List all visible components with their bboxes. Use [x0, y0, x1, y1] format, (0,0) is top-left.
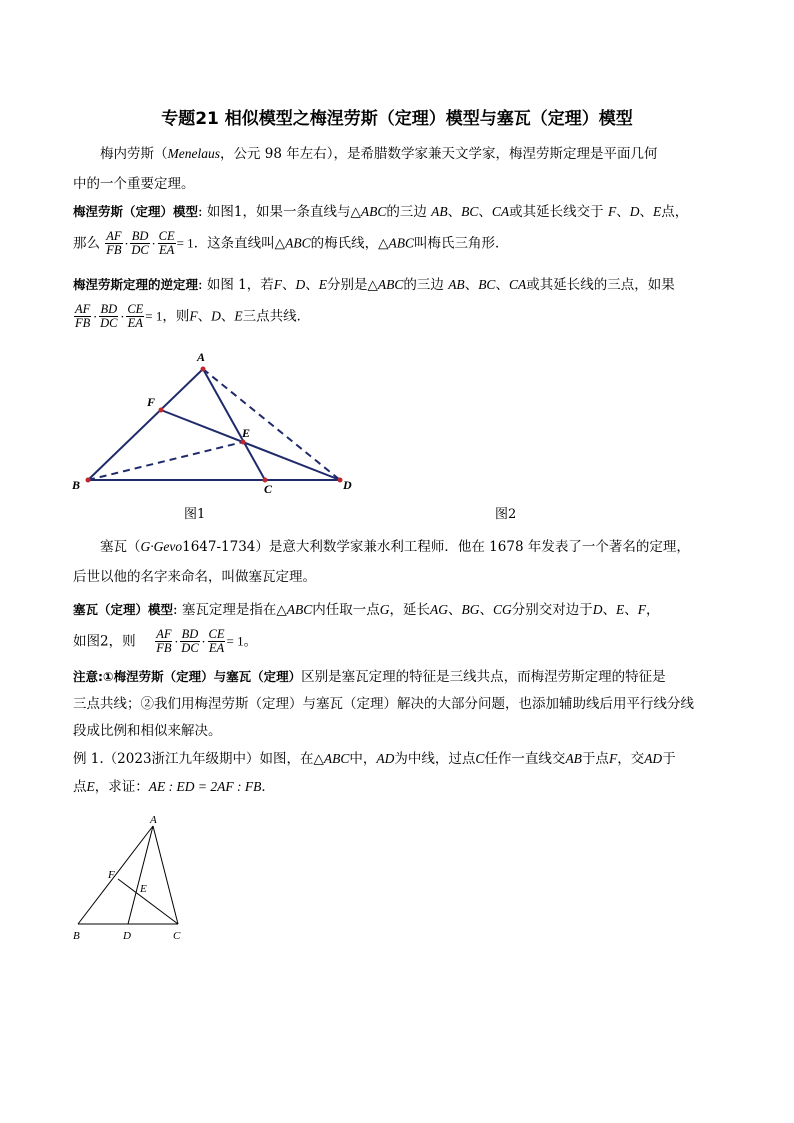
note-line-1: 注意:①梅涅劳斯（定理）与塞瓦（定理）区别是塞瓦定理的特征是三线共点，而梅涅劳斯定理的特征是	[73, 669, 666, 685]
segment-ad	[128, 826, 153, 924]
note-label: 注意:	[73, 669, 103, 684]
point-e	[241, 440, 246, 445]
ceva-formula-line: 如图2，则 $\frac{AF}{FB}$ · $\frac{BD}{DC}$ · $\frac{CE}{EA}$ = 1。	[73, 627, 258, 655]
segment-be-dashed	[88, 442, 243, 480]
ceva-model-line: 塞瓦（定理）模型: 塞瓦定理是指在△ABC内任取一点G，延长AG、BG、CG分别交对边于D、E、F，	[73, 602, 660, 618]
label-c: C	[264, 482, 273, 496]
intro-line-2: 中的一个重要定理。	[73, 176, 195, 192]
point-f	[159, 408, 164, 413]
label-c: C	[173, 930, 181, 942]
segment-fd	[161, 410, 340, 480]
label-e: E	[242, 426, 251, 440]
fraction-af-fb: $\frac{AF}{FB}$	[106, 229, 122, 257]
ceva-intro-line-2: 后世以他的名字来命名，叫做塞瓦定理。	[73, 569, 316, 585]
label-d: D	[343, 478, 352, 492]
example-1-diagram	[68, 812, 198, 947]
point-b	[86, 478, 91, 483]
fraction-bd-dc: $\frac{BD}{DC}$	[131, 229, 149, 257]
ceva-label: 塞瓦（定理）模型	[73, 602, 174, 617]
note-line-3: 段成比例和相似来解决。	[73, 723, 222, 739]
label-d: D	[123, 930, 131, 942]
segment-ba	[88, 369, 203, 480]
page-title: 专题21 相似模型之梅涅劳斯（定理）模型与塞瓦（定理）模型	[161, 109, 633, 129]
fraction-ce-ea: $\frac{CE}{EA}$	[158, 229, 175, 257]
intro-line-1: 梅内劳斯（Menelaus，公元 98 年左右），是希腊数学家兼天文学家，梅涅劳斯定理是平面几何	[100, 146, 658, 162]
menelaus-formula-line: 那么 $\frac{AF}{FB}$ · $\frac{BD}{DC}$ · $\frac{CE}{EA}$ = 1．这条直线叫△ABC的梅氏线，△ABC叫梅氏三角形．	[73, 229, 509, 257]
point-a	[201, 367, 206, 372]
segment-ad-dashed	[203, 369, 340, 480]
converse-formula-line: $\frac{AF}{FB}$ · $\frac{BD}{DC}$ · $\frac{CE}{EA}$ = 1，则F、D、E三点共线．	[75, 302, 311, 330]
example-formula: AE : ED = 2AF : FB	[148, 779, 262, 794]
example-1-line-1: 例 1.（2023浙江九年级期中）如图，在△ABC中，AD为中线，过点C任作一直线交AB于点F，交AD于	[73, 751, 676, 767]
segment-ab	[78, 826, 153, 924]
note-line-2: 三点共线；②我们用梅涅劳斯（定理）与塞瓦（定理）解决的大部分问题，也添加辅助线后用平行线分线	[73, 696, 694, 712]
segment-ac	[153, 826, 178, 924]
label-b: B	[72, 478, 81, 492]
label-b: B	[73, 930, 80, 942]
figure-2-caption: 图2	[495, 507, 517, 522]
label-a: A	[150, 814, 157, 826]
converse-line: 梅涅劳斯定理的逆定理: 如图 1，若F、D、E分别是△ABC的三边 AB、BC、CA或其延长线的三点，如果	[73, 277, 675, 293]
ceva-intro-line-1: 塞瓦（G·Gevo1647-1734）是意大利数学家兼水利工程师．他在 1678 年发表了一个著名的定理，	[100, 539, 690, 555]
segment-cf	[118, 879, 178, 924]
menelaus-model-line: 梅涅劳斯（定理）模型: 如图1，如果一条直线与△ABC的三边 AB、BC、CA或其延长线交于 F、D、E点，	[73, 204, 689, 220]
point-d	[338, 478, 343, 483]
menelaus-label: 梅涅劳斯（定理）模型	[73, 204, 199, 219]
figure-1-caption: 图1	[184, 507, 206, 522]
label-e: E	[140, 883, 147, 895]
segment-ac	[203, 369, 265, 480]
label-a: A	[197, 350, 206, 364]
label-f: F	[108, 869, 115, 881]
converse-label: 梅涅劳斯定理的逆定理	[73, 277, 199, 292]
label-f: F	[147, 395, 156, 409]
figure-1-diagram	[65, 346, 365, 496]
example-1-line-2: 点E，求证：AE : ED = 2AF : FB．	[73, 779, 275, 795]
